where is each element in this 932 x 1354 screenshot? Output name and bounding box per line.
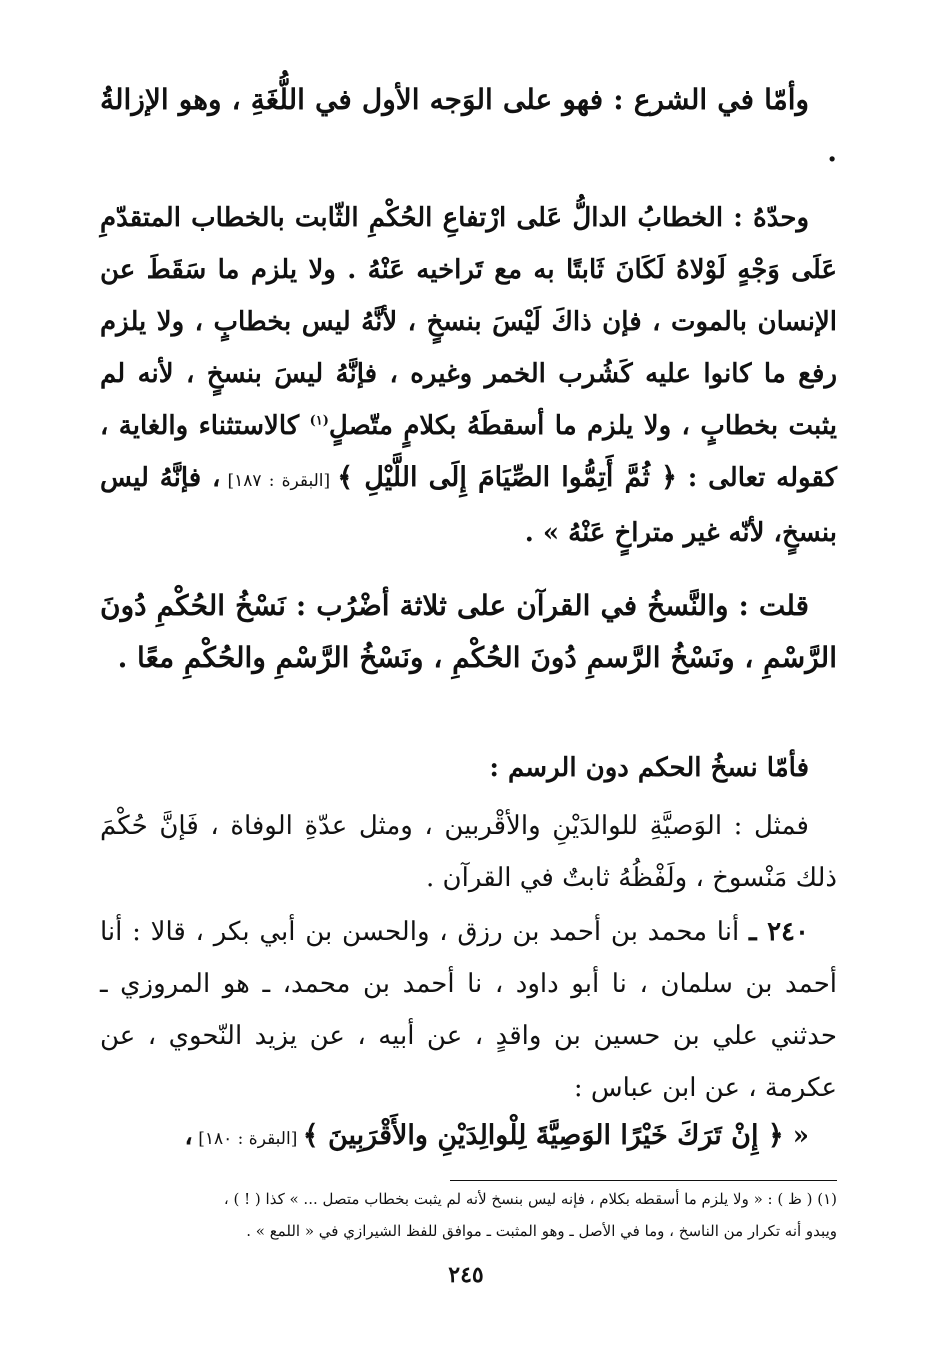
quran-verse: ﴿ ثُمَّ أَتِمُّوا الصِّيَامَ إِلَى اللَّيْلِ ﴾ [337,462,677,493]
footnote-divider [450,1180,837,1181]
footnote-line-2: ويبدو أنه تكرار من الناسخ ، وما في الأصل ـ وهو المثبت ـ موافق للفظ الشيرازي في « اللمع » . [246,1222,837,1240]
quote-open: « [783,1121,809,1151]
paragraph-example [100,800,837,904]
verse-reference: [البقرة : ١٨٠] [192,1129,303,1149]
section-heading: فأمّا نسخُ الحكم دون الرسم : [489,753,809,783]
paragraph-quran-quote [100,1110,837,1165]
paragraph-types-of-naskh [100,580,837,684]
paragraph-text: كالاستثناء والغاية ، كقوله تعالى : [100,411,838,493]
footnote-line-1: (١) ( ظ ) : « ولا يلزم ما أسقطه بكلام ، فإنه ليس بنسخ لأنه لم يثبت بخطاب متصل ... » كذا ( ! ) ، [223,1190,837,1208]
paragraph-text: أنا محمد بن أحمد بن رزق ، والحسن بن أبي بكر ، قالا : أنا أحمد بن سلمان ، نا أبو داود ، نا أحمد بن محمد، ـ هو المروزي ـ حدثني علي بن حسين بن واقدٍ ، عن أبيه ، عن يزيد النّحوي ، عن عكرمة ، عن ابن عباس : [100,917,837,1103]
paragraph-naskh-definition [100,192,837,559]
verse-reference: [البقرة : ١٨٧] [220,471,338,491]
paragraph-text: قلت : والنَّسخُ في القرآن على ثلاثة أضْرُب : نَسْخُ الحُكْمِ دُونَ الرَّسْمِ ، ونَسْخُ الرَّسمِ دُونَ الحُكْمِ ، ونَسْخُ الرَّسْمِ والحُكْمِ معًا . [100,589,837,674]
paragraph-hadith-240 [100,906,837,1114]
paragraph-shar-definition [100,74,837,178]
quran-verse: ﴿ إِنْ تَرَكَ خَيْرًا الوَصِيَّةَ لِلْوالِدَيْنِ والأَقْرَبِينَ ﴾ [302,1120,784,1151]
paragraph-text: وأمّا في الشرع : فهو على الوَجه الأول في اللُّغَةِ ، وهو الإزالةُ . [100,83,837,168]
quote-close: ، [184,1121,193,1151]
paragraph-text: وحدّهُ : الخطابُ الدالُّ عَلى ارْتفاعِ الحُكْمِ الثّابت بالخطاب المتقدّمِ عَلَى وَجْهٍ لَوْلاهُ لَكَانَ ثَابتًا به مع تَراخيه عَنْهُ . ولا يلزم ما سَقَطَ عن الإنسان بالموت ، فإن ذاكَ لَيْسَ بنسخٍ ، لأنَّهُ ليس بخطابٍ ، ولا يلزم رفع ما كانوا عليه كَشُرب الخمر وغيره ، فإنَّهُ ليسَ بنسخٍ ، لأنه لم يثبت بخطابٍ ، ولا يلزم ما أسقطَهُ بكلامٍ متّصلٍ [100,203,837,441]
page-number: ٢٤٥ [448,1262,484,1288]
paragraph-text: ، فإنَّهُ ليس بنسخٍ، لأنّه غير متراخٍ عَنْهُ » . [100,463,837,548]
footnote-marker: (١) [309,413,329,429]
hadith-number: ٢٤٠ ـ [748,917,809,947]
paragraph-text: فمثل : الوَصيَّةِ للوالدَيْنِ والأقْربين ، ومثل عدّةِ الوفاة ، فَإنَّ حُكْمَ ذلك مَنْسوخ ، ولَفْظُهُ ثابتٌ في القرآن . [100,811,837,893]
